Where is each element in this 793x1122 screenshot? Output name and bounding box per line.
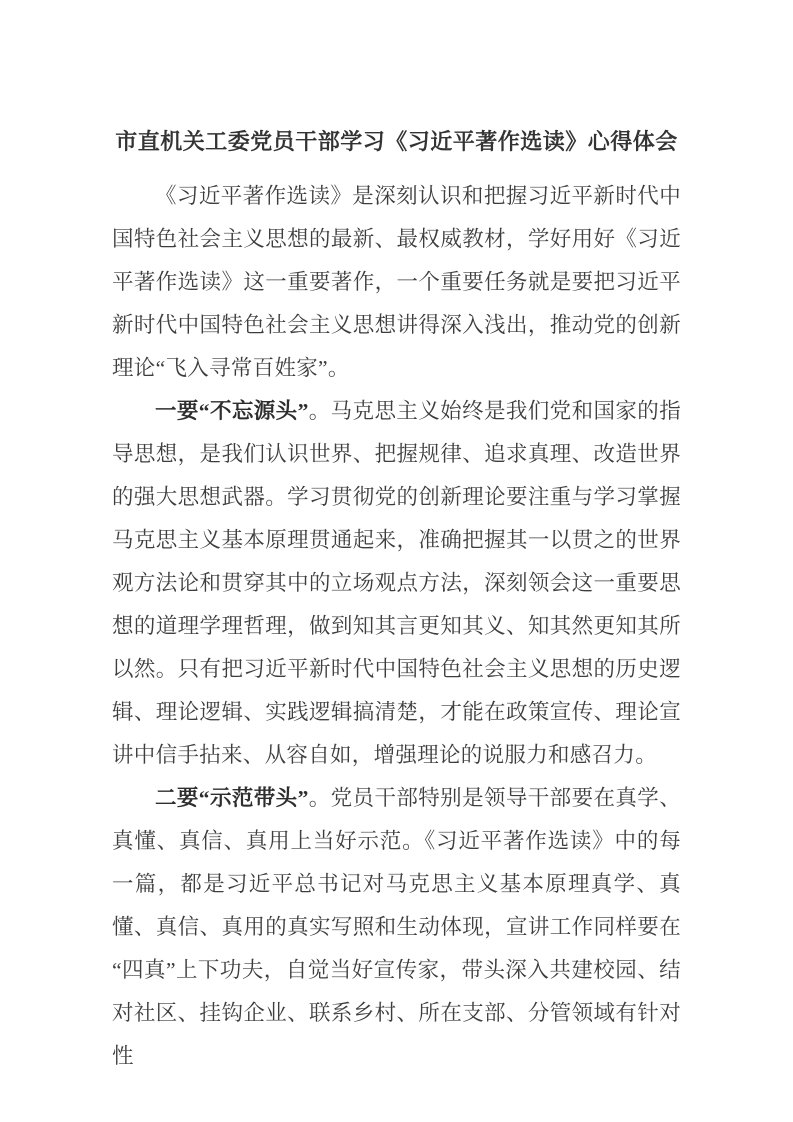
document-title: 市直机关工委党员干部学习《习近平著作选读》心得体会 xyxy=(115,129,678,154)
document-body xyxy=(112,175,681,1078)
paragraph-text: 。马克思主义始终是我们党和国家的指导思想，是我们认识世界、把握规律、追求真理、改造世界的强大思想武器。学习贯彻党的创新理论要注重与学习掌握马克思主义基本原理贯通起来，准确把握其一以贯之的世界观方法论和贯穿其中的立场观点方法，深刻领会这一重要思想的道理学理哲理，做到知其言更知其义、知其然更知其所以然。只有把习近平新时代中国特色社会主义思想的历史逻辑、理论逻辑、实践逻辑搞清楚，才能在政策宣传、理论宣讲中信手拈来、从容自如，增强理论的说服力和感召力。 xyxy=(112,399,682,767)
paragraph-text: 。党员干部特别是领导干部要在真学、真懂、真信、真用上当好示范。《习近平著作选读》中的每一篇，都是习近平总书记对马克思主义基本原理真学、真懂、真信、真用的真实写照和生动体现，宣讲工作同样要在“四真”上下功夫，自觉当好宣传家，带头深入共建校园、结对社区、挂钩企业、联系乡村、所在支部、分管领域有针对性 xyxy=(112,786,682,1068)
paragraph-intro xyxy=(112,175,681,390)
paragraph-point-one xyxy=(112,390,681,777)
paragraph-lead: 一要“不忘源头” xyxy=(155,399,309,423)
paragraph-lead: 二要“示范带头” xyxy=(155,786,309,810)
paragraph-point-two xyxy=(112,777,681,1078)
paragraph-text: 《习近平著作选读》是深刻认识和把握习近平新时代中国特色社会主义思想的最新、最权威教材，学好用好《习近平著作选读》这一重要著作，一个重要任务就是要把习近平新时代中国特色社会主义思想讲得深入浅出，推动党的创新理论“飞入寻常百姓家”。 xyxy=(112,184,681,380)
